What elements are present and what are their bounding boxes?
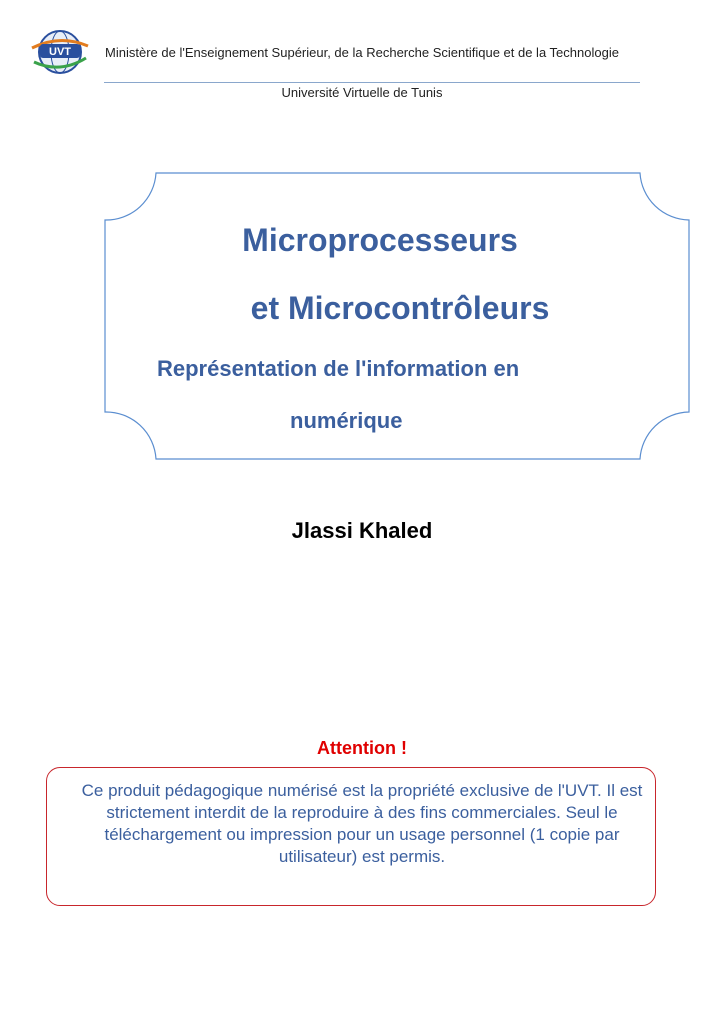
university-name: Université Virtuelle de Tunis xyxy=(281,85,443,100)
subtitle-line-2: numérique xyxy=(290,408,403,433)
uvt-logo xyxy=(28,28,92,76)
attention-heading: Attention ! xyxy=(317,738,407,758)
logo-text: UVT xyxy=(49,46,71,58)
header-divider xyxy=(104,82,640,83)
title-line-2: et Microcontrôleurs xyxy=(250,290,550,326)
notice-text: Ce produit pédagogique numérisé est la propriété exclusive de l'UVT. Il est strictement interdit de la reproduire à des fins commerciales. Seul le téléchargement ou impression pour un usage personnel (1 copie par utilisateur) est permis. xyxy=(81,781,643,866)
subtitle-line-1: Représentation de l'information en xyxy=(157,356,520,381)
title-line-1: Microprocesseurs xyxy=(242,222,518,258)
author-name: Jlassi Khaled xyxy=(291,518,433,543)
ministry-name: Ministère de l'Enseignement Supérieur, de la Recherche Scientifique et de la Technologie xyxy=(105,45,619,60)
